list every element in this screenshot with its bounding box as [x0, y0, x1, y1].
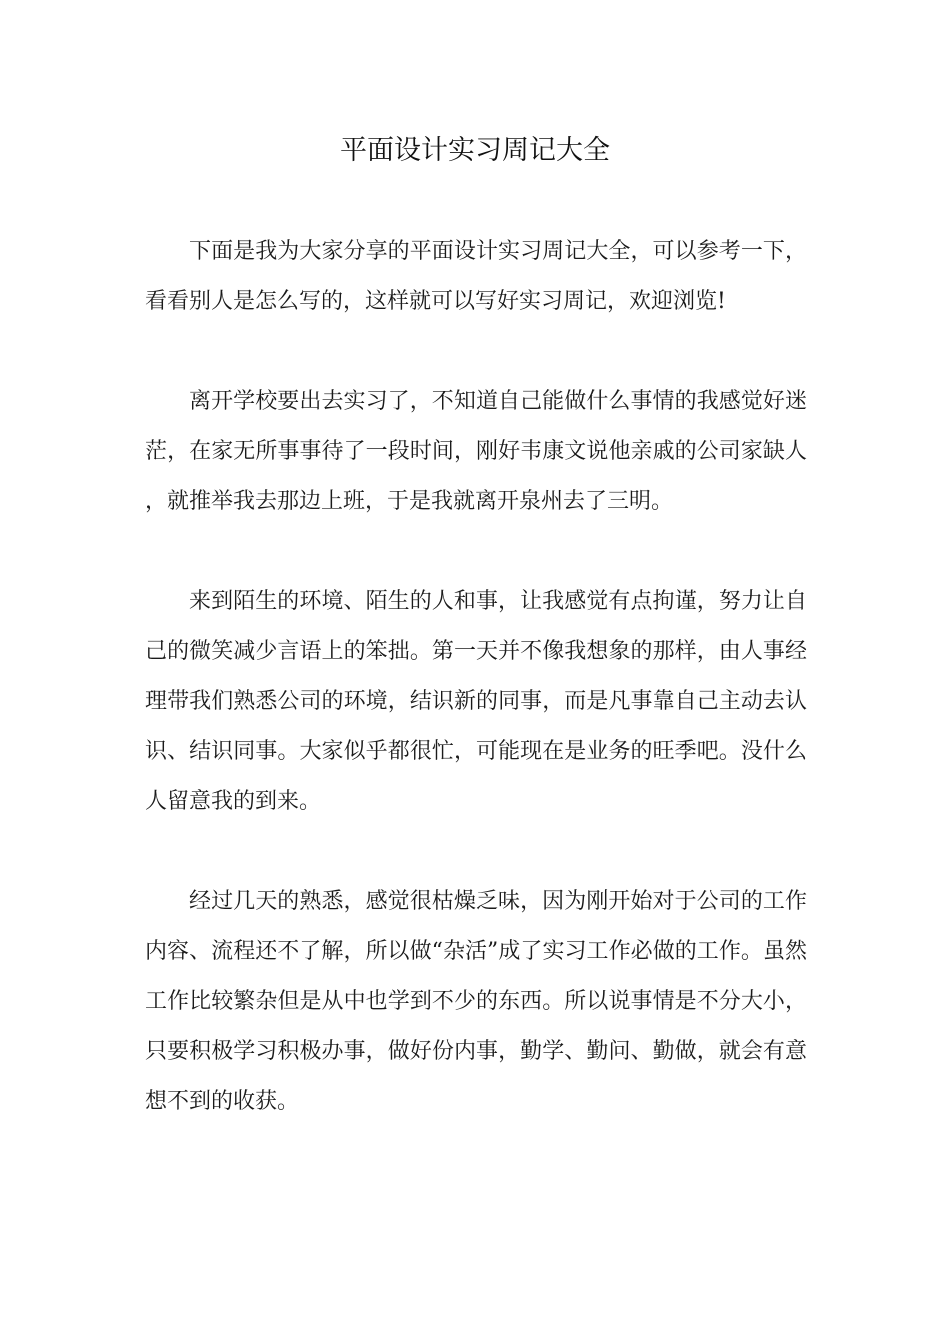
- document-title: 平面设计实习周记大全: [340, 135, 610, 166]
- paragraph-new-environment: 来到陌生的环境、陌生的人和事，让我感觉有点拘谨，努力让自己的微笑减少言语上的笨拙。第一天并不像我想象的那样，由人事经理带我们熟悉公司的环境，结识新的同事，而是凡事靠自己主动去认识、结识同事。大家似乎都很忙，可能现在是业务的旺季吧。没什么人留意我的到来。: [145, 589, 807, 814]
- paragraph-leaving-school: 离开学校要出去实习了，不知道自己能做什么事情的我感觉好迷茫，在家无所事事待了一段时间，刚好韦康文说他亲戚的公司家缺人，就推举我去那边上班，于是我就离开泉州去了三明。: [145, 389, 807, 514]
- paragraph-first-days: 经过几天的熟悉，感觉很枯燥乏味，因为刚开始对于公司的工作内容、流程还不了解，所以做“杂活”成了实习工作必做的工作。虽然工作比较繁杂但是从中也学到不少的东西。所以说事情是不分大小，只要积极学习积极办事，做好份内事，勤学、勤问、勤做，就会有意想不到的收获。: [145, 889, 807, 1114]
- paragraph-intro: 下面是我为大家分享的平面设计实习周记大全，可以参考一下，看看别人是怎么写的，这样就可以写好实习周记，欢迎浏览!: [145, 239, 807, 314]
- document-body: [145, 227, 807, 1177]
